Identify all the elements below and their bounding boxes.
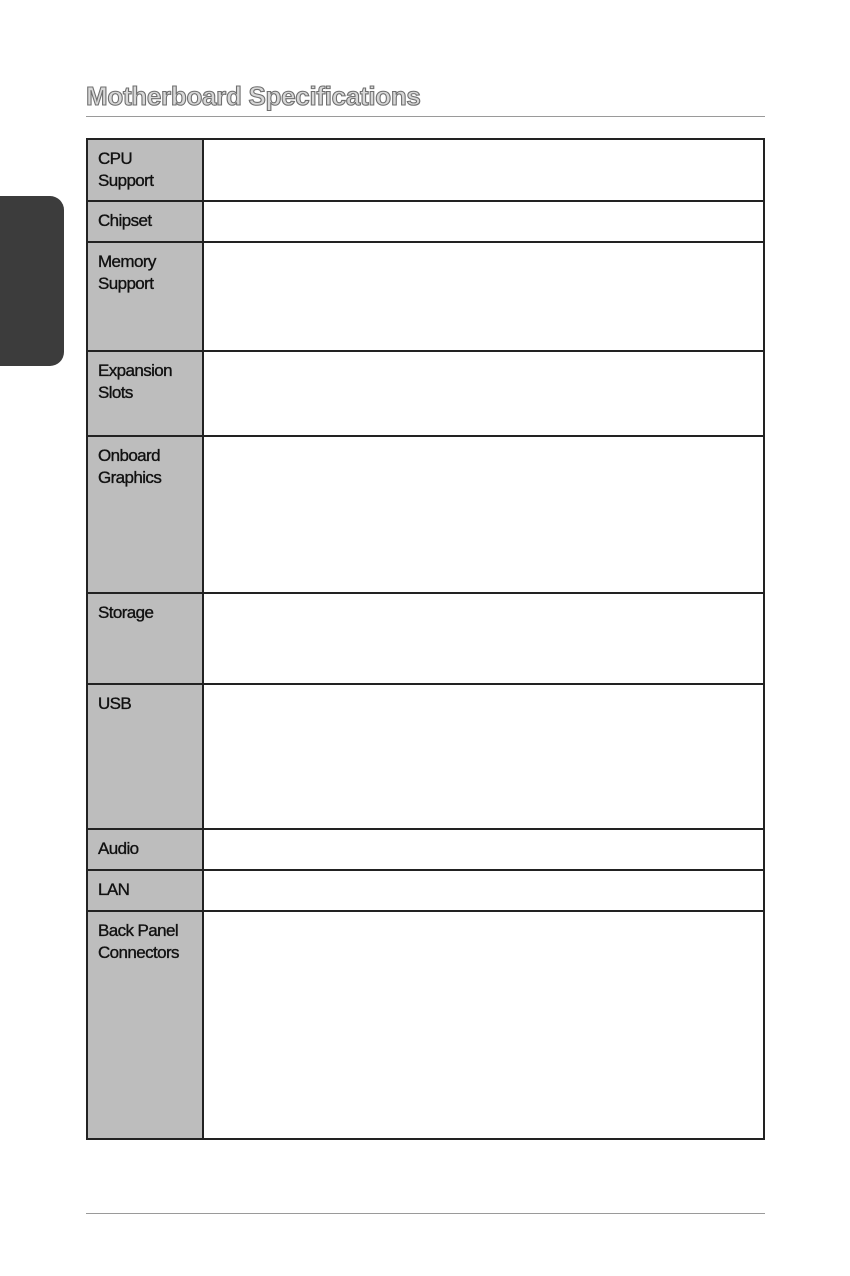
spec-label-line: Support xyxy=(98,274,154,293)
spec-row-chipset xyxy=(88,202,763,243)
spec-value xyxy=(204,830,763,869)
spec-label-line: USB xyxy=(98,694,132,713)
spec-label-line: Storage xyxy=(98,603,154,622)
spec-label-line: LAN xyxy=(98,880,130,899)
spec-label-line: Expansion xyxy=(98,361,172,380)
spec-row-back-panel-connectors xyxy=(88,912,763,1138)
spec-value xyxy=(204,912,763,1138)
spec-label-line: Audio xyxy=(98,839,139,858)
spec-label xyxy=(88,685,204,828)
spec-value xyxy=(204,437,763,592)
title-divider xyxy=(86,116,765,117)
spec-label-line: Onboard xyxy=(98,446,160,465)
spec-table xyxy=(86,138,765,1140)
spec-label-line: Slots xyxy=(98,383,133,402)
spec-row-expansion-slots xyxy=(88,352,763,437)
spec-label xyxy=(88,830,204,869)
spec-label-line: Back Panel xyxy=(98,921,178,940)
spec-label-line: CPU xyxy=(98,149,133,168)
spec-label xyxy=(88,912,204,1138)
spec-value xyxy=(204,140,763,200)
spec-row-memory-support xyxy=(88,243,763,352)
page-title: Motherboard Specifications xyxy=(86,81,421,111)
chapter-side-tab xyxy=(0,196,64,366)
spec-label xyxy=(88,202,204,241)
spec-label xyxy=(88,352,204,435)
spec-value xyxy=(204,871,763,910)
spec-label xyxy=(88,243,204,350)
spec-label-line: Memory xyxy=(98,252,156,271)
spec-label xyxy=(88,140,204,200)
spec-value xyxy=(204,243,763,350)
spec-row-storage xyxy=(88,594,763,685)
spec-label-line: Graphics xyxy=(98,468,162,487)
spec-label-line: Chipset xyxy=(98,211,152,230)
spec-value xyxy=(204,202,763,241)
spec-row-usb xyxy=(88,685,763,830)
spec-value xyxy=(204,685,763,828)
spec-label xyxy=(88,437,204,592)
spec-label-line: Support xyxy=(98,171,154,190)
spec-row-onboard-graphics xyxy=(88,437,763,594)
spec-label xyxy=(88,871,204,910)
footer-divider xyxy=(86,1213,765,1214)
spec-label-line: Connectors xyxy=(98,943,179,962)
spec-row-audio xyxy=(88,830,763,871)
spec-value xyxy=(204,594,763,683)
spec-row-cpu-support xyxy=(88,140,763,202)
spec-row-lan xyxy=(88,871,763,912)
spec-label xyxy=(88,594,204,683)
spec-value xyxy=(204,352,763,435)
